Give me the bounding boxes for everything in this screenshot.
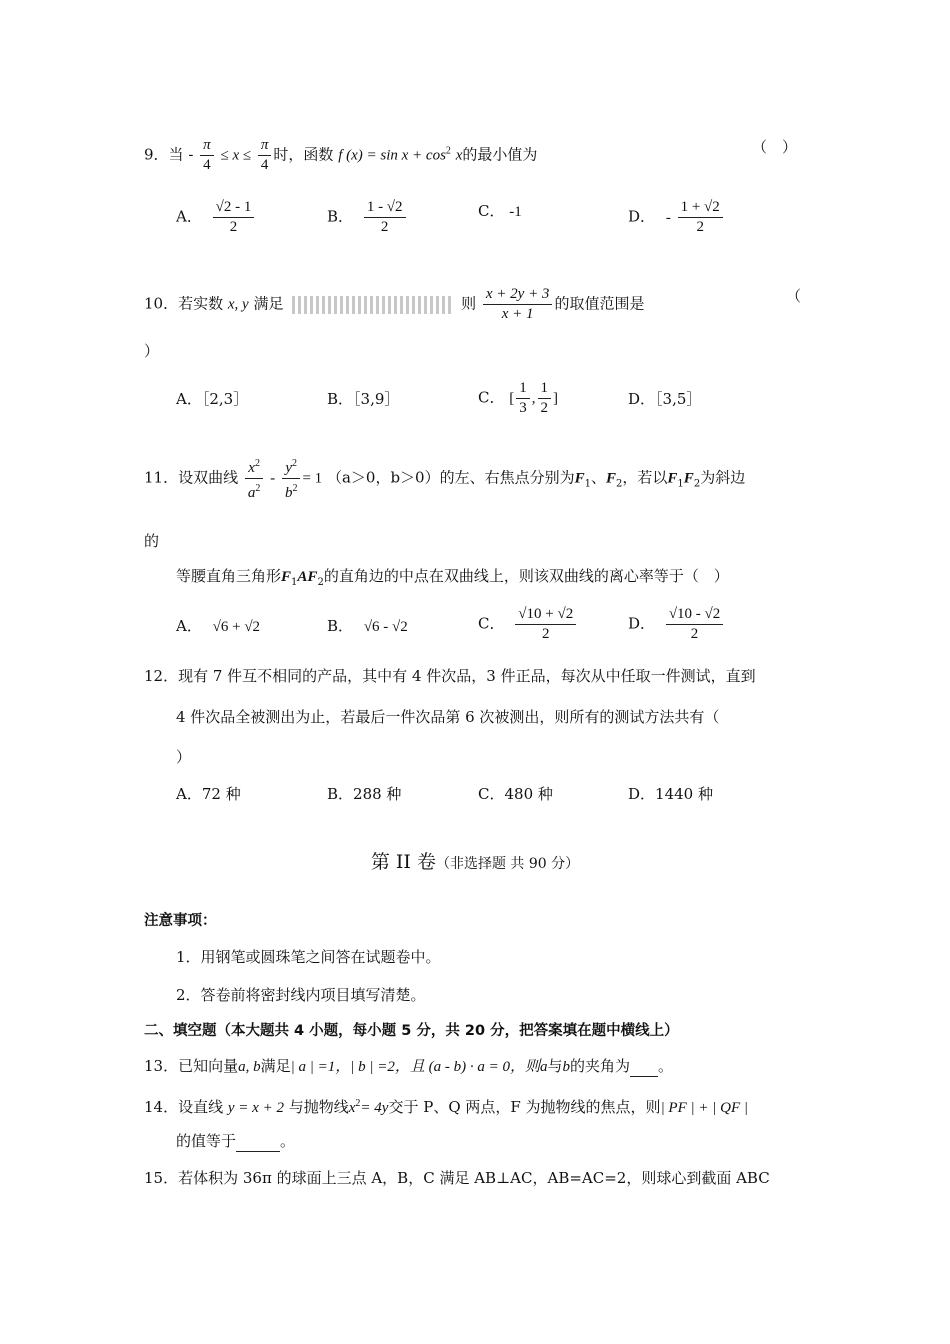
answer-paren: （ ） (752, 138, 798, 156)
q9-option-c: C． -1 (478, 202, 522, 220)
q10-option-c: C． [ $\frac{1}{3}$ , $\frac{1}{2}$ ] (478, 380, 559, 416)
q12-number: 12． (144, 667, 179, 685)
q14-stem-line2: 的值等于 。 (176, 1132, 296, 1150)
q15-number: 15． (144, 1169, 179, 1187)
constraint-system-image (292, 296, 452, 314)
q14-number: 14． (144, 1098, 179, 1116)
notice-title: 注意事项： (144, 913, 217, 929)
q11-stem-line2: 等腰直角三角形$F_1AF_2$的直角边的中点在双曲线上，则该双曲线的离心率等于（ ） (176, 567, 729, 588)
q9-stem: 9．当 - $\frac{\pi}{4}$ ≤ x ≤ $\frac{\pi}{4}$ 时，函数 f $(x) = \sin x + \cos^2 x$的最小值为 (144, 137, 538, 173)
pi-over-4: $\frac{\pi}{4}$ (258, 137, 272, 174)
q13-answer-blank (630, 1056, 658, 1077)
q12-option-a: A．72 种 (176, 785, 241, 803)
pi-over-4: $\frac{\pi}{4}$ (200, 137, 214, 174)
q14-answer-blank (236, 1131, 280, 1152)
fill-in-heading: 二、填空题（本大题共 4 小题，每小题 5 分，共 20 分，把答案填在题中横线上） (144, 1023, 679, 1039)
q15-stem: 15．若体积为 36π 的球面上三点 A，B，C 满足 AB⊥AC，AB=AC=2，则球心到截面 ABC (144, 1169, 770, 1187)
q10-option-b: B．［3,9］ (327, 390, 400, 408)
q13-stem: 13．已知向量a, b满足| a | =1，| b | =2，且 (a - b) · a = 0，则a与b的夹角为 。 (144, 1057, 674, 1075)
q9-number: 9． (144, 145, 169, 164)
q12-option-d: D．1440 种 (628, 785, 713, 803)
q9-function: f (x) = sin x + cos (338, 147, 446, 164)
answer-paren-open: （ (786, 287, 802, 305)
q11-option-d: D． $\frac{√10 - √2}{2}$ (628, 606, 725, 643)
q10-option-a: A．［2,3］ (176, 390, 249, 408)
q10-option-d: D．［3,5］ (628, 390, 702, 408)
q9-option-b: B． $\frac{1 - √2}{2}$ (327, 199, 408, 236)
answer-paren-close: ） (144, 342, 160, 360)
q11-number: 11． (144, 468, 179, 487)
q11-stem-line1: 11．设双曲线 $\frac{x^2}{a^2}$ - $\frac{y^2}{b^2}$ = 1 （a＞0，b＞0）的左、右焦点分别为$F_1$、$F_2$，若以$F_1F_2$为斜边 (144, 455, 745, 502)
q9-option-d: D． - $\frac{1 + √2}{2}$ (628, 199, 725, 236)
q12-stem-line1: 12．现有 7 件互不相同的产品，其中有 4 件次品，3 件正品，每次从中任取一件测试，直到 (144, 667, 756, 685)
q12-option-b: B．288 种 (327, 785, 402, 803)
q10-number: 10． (144, 294, 179, 313)
q12-option-c: C．480 种 (478, 785, 553, 803)
q11-option-b: B． √6 - √2 (327, 617, 408, 635)
q11-option-a: A． √6 + √2 (176, 617, 261, 635)
notice-item-1: 1．用钢笔或圆珠笔之间答在试题卷中。 (176, 948, 441, 966)
section-title: 第 II 卷（非选择题 共 90 分） (370, 851, 580, 873)
q12-stem-line2: 4 件次品全被测出为止，若最后一件次品第 6 次被测出，则所有的测试方法共有（ (176, 708, 720, 726)
q13-number: 13． (144, 1057, 179, 1075)
notice-item-2: 2．答卷前将密封线内项目填写清楚。 (176, 986, 426, 1004)
q11-stem-wrap: 的 (144, 532, 160, 550)
q9-option-a: A． $\frac{√2 - 1}{2}$ (176, 199, 256, 236)
q11-option-c: C． $\frac{√10 + √2}{2}$ (478, 606, 578, 643)
q10-stem: 10．若实数 x, y 满足 则 $\frac{x + 2y + 3}{x + 1}$ 的取值范围是 (144, 286, 645, 322)
q14-stem-line1: 14．设直线 y = x + 2 与抛物线$x^2= 4y$交于 P、Q 两点，F 为抛物线的焦点，则| PF | + | QF | (144, 1098, 748, 1116)
q12-stem-line3: ） (176, 748, 192, 766)
